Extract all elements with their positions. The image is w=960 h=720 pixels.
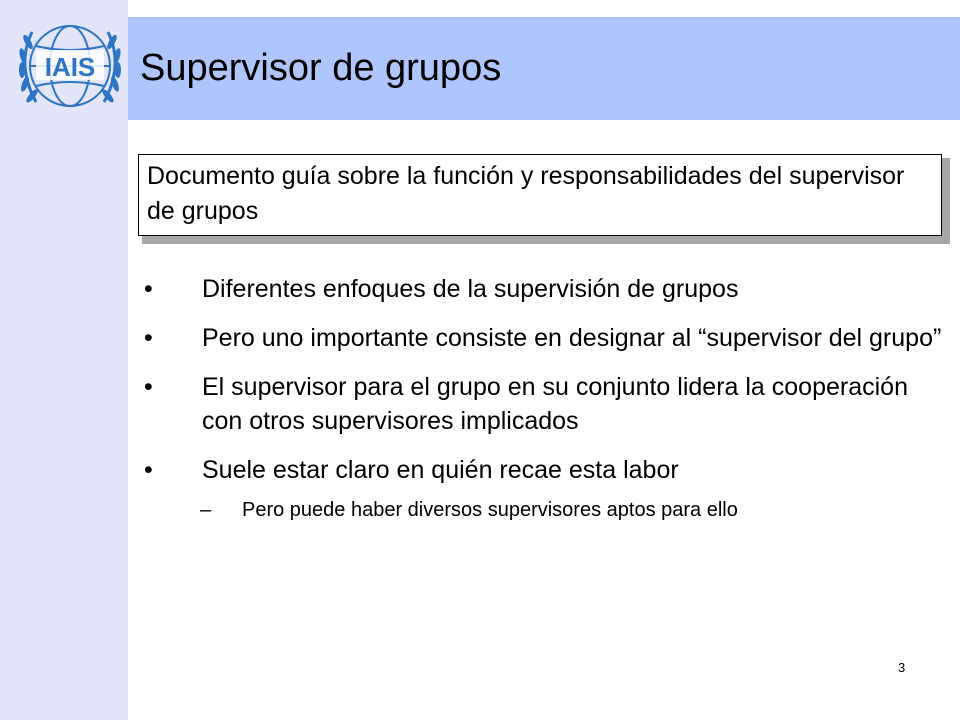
sub-bullet-item [142,496,942,524]
bullet-list [142,272,942,524]
bullet-item [142,453,942,487]
bullet-item [142,272,942,306]
dash-marker: – [200,499,212,521]
bullet-text: Pero uno importante consiste en designar al “supervisor del grupo” [202,324,942,352]
sub-bullet-text: Pero puede haber diversos supervisores aptos para ello [242,499,738,521]
bullet-marker: • [144,373,153,401]
callout-text: Documento guía sobre la función y responsabilidades del supervisor de grupos [147,162,905,225]
logo-text: IAIS [44,52,96,82]
slide-title: Supervisor de grupos [140,47,502,89]
bullet-marker: • [144,456,153,484]
bullet-marker: • [144,275,153,303]
bullet-text: Diferentes enfoques de la supervisión de grupos [202,275,739,303]
bullet-item [142,370,942,438]
iais-logo [8,10,132,122]
bullet-text: Suele estar claro en quién recae esta labor [202,456,679,484]
page-number: 3 [898,660,906,675]
bullet-text: El supervisor para el grupo en su conjunto lidera la cooperación con otros supervisores implicados [202,373,908,435]
callout-box [138,154,942,236]
bullet-item [142,321,942,355]
bullet-marker: • [144,324,153,352]
